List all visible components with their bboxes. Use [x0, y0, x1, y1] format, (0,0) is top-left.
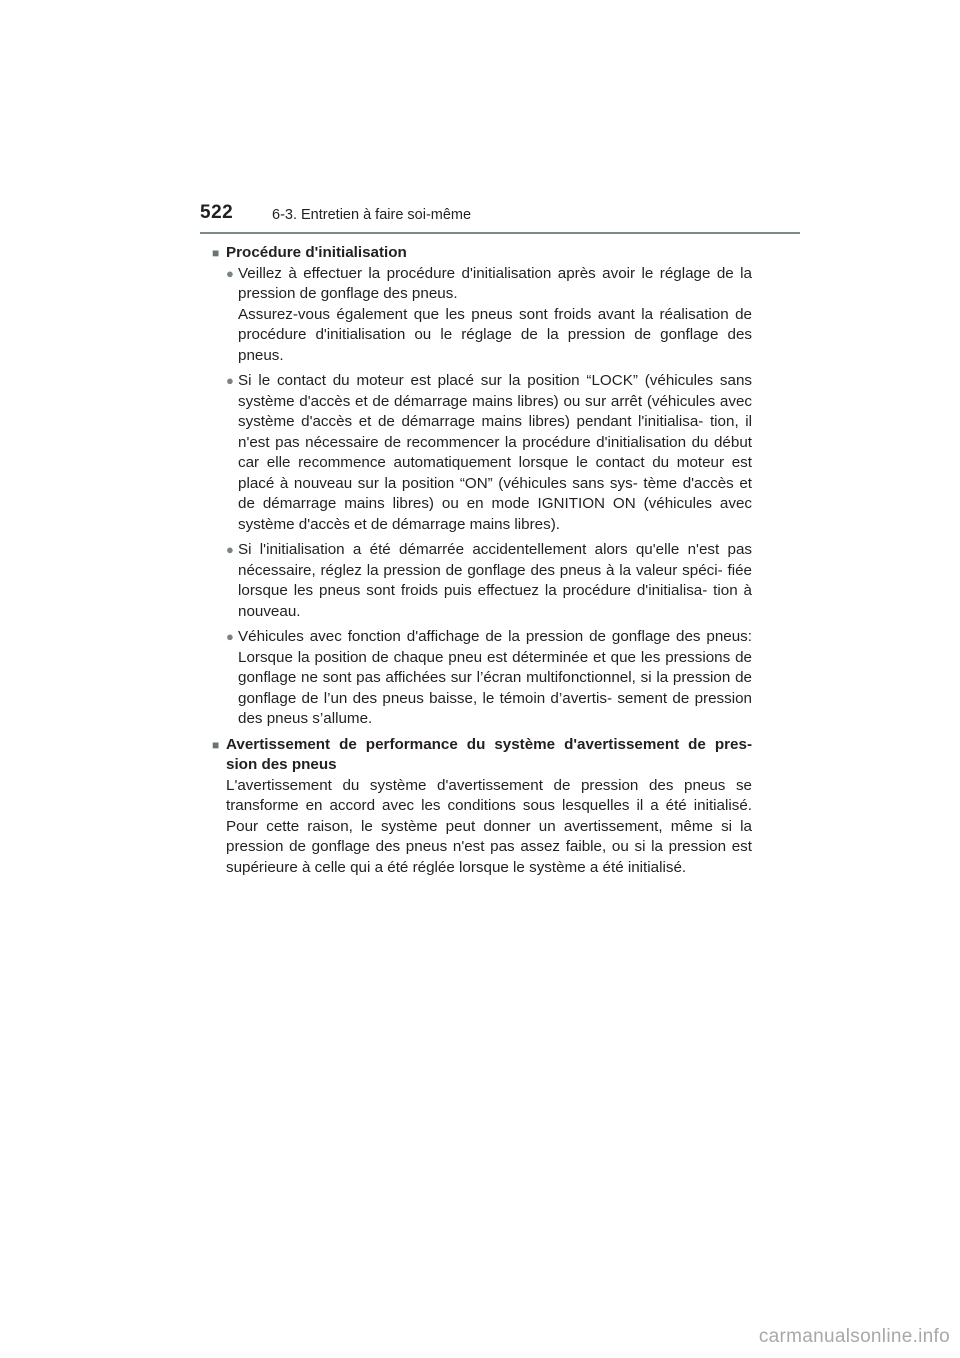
header-divider	[200, 232, 800, 234]
paragraph: Véhicules avec fonction d'affichage de la pression de gonflage des pneus: Lorsque la position de chaque pneu est déterminée et que les pressions de gonflage ne sont pas affichées sur l’écran multifonctionnel, si la pression de gonflage de l’un des pneus baisse, le témoin d’avertis- sement de pression des pneus s’allume.	[238, 628, 752, 727]
square-bullet-icon: ■	[212, 246, 220, 260]
square-bullet-icon: ■	[212, 737, 220, 752]
paragraph: Si l'initialisation a été démarrée accidentellement alors qu'elle n'est pas nécessaire, réglez la pression de gonflage des pneus à la valeur spéci- fiée lorsque les pneus sont froids puis effectuez la procédure d'initialisa- tion à nouveau.	[238, 541, 752, 620]
circle-bullet-icon: ●	[226, 542, 234, 557]
page-content	[212, 243, 752, 882]
page-number: 522	[200, 202, 234, 223]
section-heading: ■ Procédure d'initialisation	[212, 243, 752, 264]
list-item	[212, 627, 752, 730]
section-initialisation	[212, 243, 752, 730]
watermark: carmanualsonline.info	[758, 1326, 950, 1347]
section-heading: ■ Avertissement de performance du système d'avertissement de pres- sion des pneus	[212, 735, 752, 776]
circle-bullet-icon: ●	[226, 373, 234, 388]
circle-bullet-icon: ●	[226, 265, 234, 281]
circle-bullet-icon: ●	[226, 629, 234, 644]
list-item	[212, 264, 752, 367]
list-item	[212, 540, 752, 622]
list-item	[212, 371, 752, 535]
paragraph: Si le contact du moteur est placé sur la position “LOCK” (véhicules sans système d'accès et de démarrage mains libres) ou sur arrêt (véhicules avec système d'accès et de démarrage mains libres) pendant l'initialisa- tion, il n'est pas nécessaire de recommencer la procédure d'initialisation du début car elle recommence automatiquement lorsque le contact du moteur est placé à nouveau sur la position “ON” (véhicules sans sys- tème d'accès et de démarrage mains libres) ou en mode IGNITION ON (véhicules avec système d'accès et de démarrage mains libres).	[238, 372, 752, 533]
paragraph: L'avertissement du système d'avertissement de pression des pneus se transforme en accord avec les conditions sous lesquelles il a été initialisé. Pour cette raison, le système peut donner un avertissement, même si la pression de gonflage des pneus n'est pas assez faible, ou si la pression est supérieure à celle qui a été réglée lorsque le système a été initialisé.	[226, 776, 752, 876]
section-performance-warning	[212, 735, 752, 879]
section-title: 6-3. Entretien à faire soi-même	[272, 207, 472, 223]
paragraph: Veillez à effectuer la procédure d'initialisation après avoir le réglage de la pression de gonflage des pneus.	[238, 264, 752, 302]
paragraph: Assurez-vous également que les pneus sont froids avant la réalisation de procédure d'initialisation ou le réglage de la pression de gonflage des pneus.	[238, 305, 752, 364]
